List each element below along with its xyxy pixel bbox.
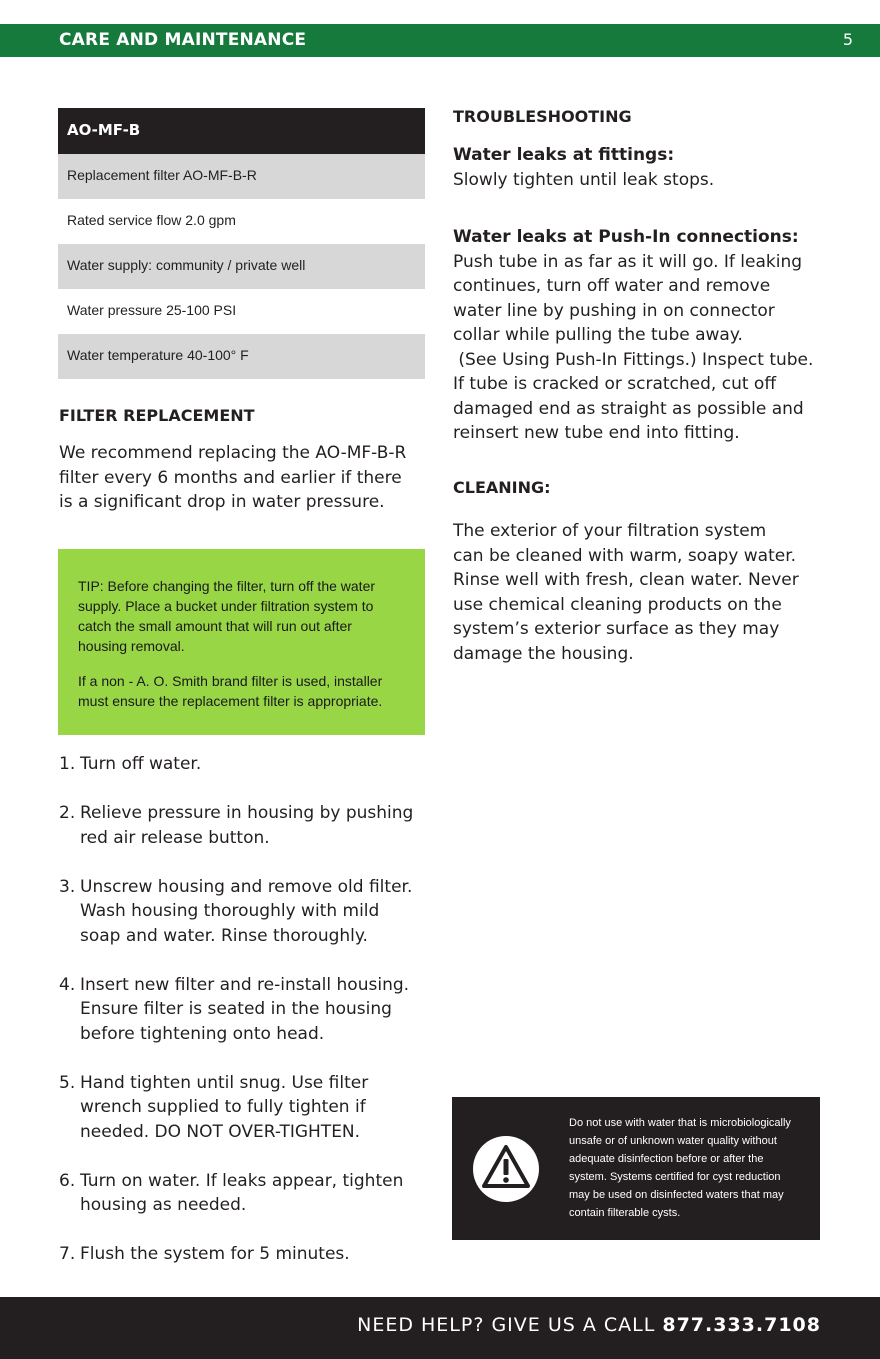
help-text: NEED HELP? GIVE US A CALL [357,1314,656,1336]
list-item: 2. Relieve pressure in housing by pushing red air release button. [59,803,414,848]
spec-table [58,108,425,379]
help-line [357,1314,821,1336]
spec-table-title: AO-MF-B [58,108,425,154]
list-item: 6. Turn on water. If leaks appear, tighten housing as needed. [59,1170,404,1215]
warning-box [452,1097,820,1240]
filter-replacement-heading: FILTER REPLACEMENT [59,406,255,425]
tip-paragraph: TIP: Before changing the filter, turn off the water supply. Place a bucket under filtration system to catch the small amount that will run out after housing removal. [78,578,376,654]
warning-triangle-icon [472,1135,540,1203]
spec-row: Replacement filter AO-MF-B-R [58,154,425,199]
phone-number[interactable]: 877.333.7108 [662,1314,821,1336]
spec-row: Water pressure 25-100 PSI [67,302,237,318]
filter-replacement-text: We recommend replacing the AO-MF-B-R filter every 6 months and earlier if there is a significant drop in water pressure. [59,443,407,512]
footer-bar [0,1297,880,1359]
list-item: 7. Flush the system for 5 minutes. [59,1244,350,1264]
fittings-text: Slowly tighten until leak stops. [453,169,715,190]
warning-text: Do not use with water that is microbiologically unsafe or of unknown water quality without adequate disinfection before or after the system. Systems certified for cyst reduction may be used on disinfected waters that may contain filterable cysts. [569,1117,791,1219]
list-item: 4. Insert new filter and re-install housing. Ensure filter is seated in the housing before tightening onto head. [59,974,410,1044]
troubleshooting-heading: TROUBLESHOOTING [453,107,632,126]
filter-replacement-section [59,406,429,515]
tip-box [58,549,425,735]
list-item: 5. Hand tighten until snug. Use filter wrench supplied to fully tighten if needed. DO NOT OVER-TIGHTEN. [59,1072,369,1142]
cleaning-text: The exterior of your filtration system can be cleaned with warm, soapy water. Rinse well with fresh, clean water. Never use chemical cleaning products on the system’s exterior surface as they may damage the housing. [453,521,799,664]
pushin-subheading: Water leaks at Push-In connections: [453,227,799,247]
cleaning-heading: CLEANING: [453,478,551,497]
fittings-subheading: Water leaks at fittings: [453,145,675,165]
spec-row: Rated service flow 2.0 gpm [67,212,236,228]
tip-paragraph: If a non - A. O. Smith brand filter is used, installer must ensure the replacement filter is appropriate. [78,673,383,709]
page-number: 5 [842,30,853,49]
section-header-bar [0,24,880,57]
section-title: CARE AND MAINTENANCE [59,30,307,50]
replacement-steps-list [59,752,429,1291]
list-item: 1. Turn off water. [59,754,202,774]
list-item: 3. Unscrew housing and remove old filter. Wash housing thoroughly with mild soap and water. Rinse thoroughly. [59,876,413,946]
spec-row: Water supply: community / private well [58,244,425,289]
spec-row: Water temperature 40-100° F [58,334,425,379]
pushin-text: Push tube in as far as it will go. If leaking continues, turn off water and remove water line by pushing in on connector collar while pulling the tube away. (See Using Push-In Fittings.) Inspect tube. If tube is cracked or scratched, cut off damaged end as straight as possible and reinsert new tube end into fitting. [453,251,814,443]
troubleshooting-section [453,107,833,446]
cleaning-section [453,478,833,666]
